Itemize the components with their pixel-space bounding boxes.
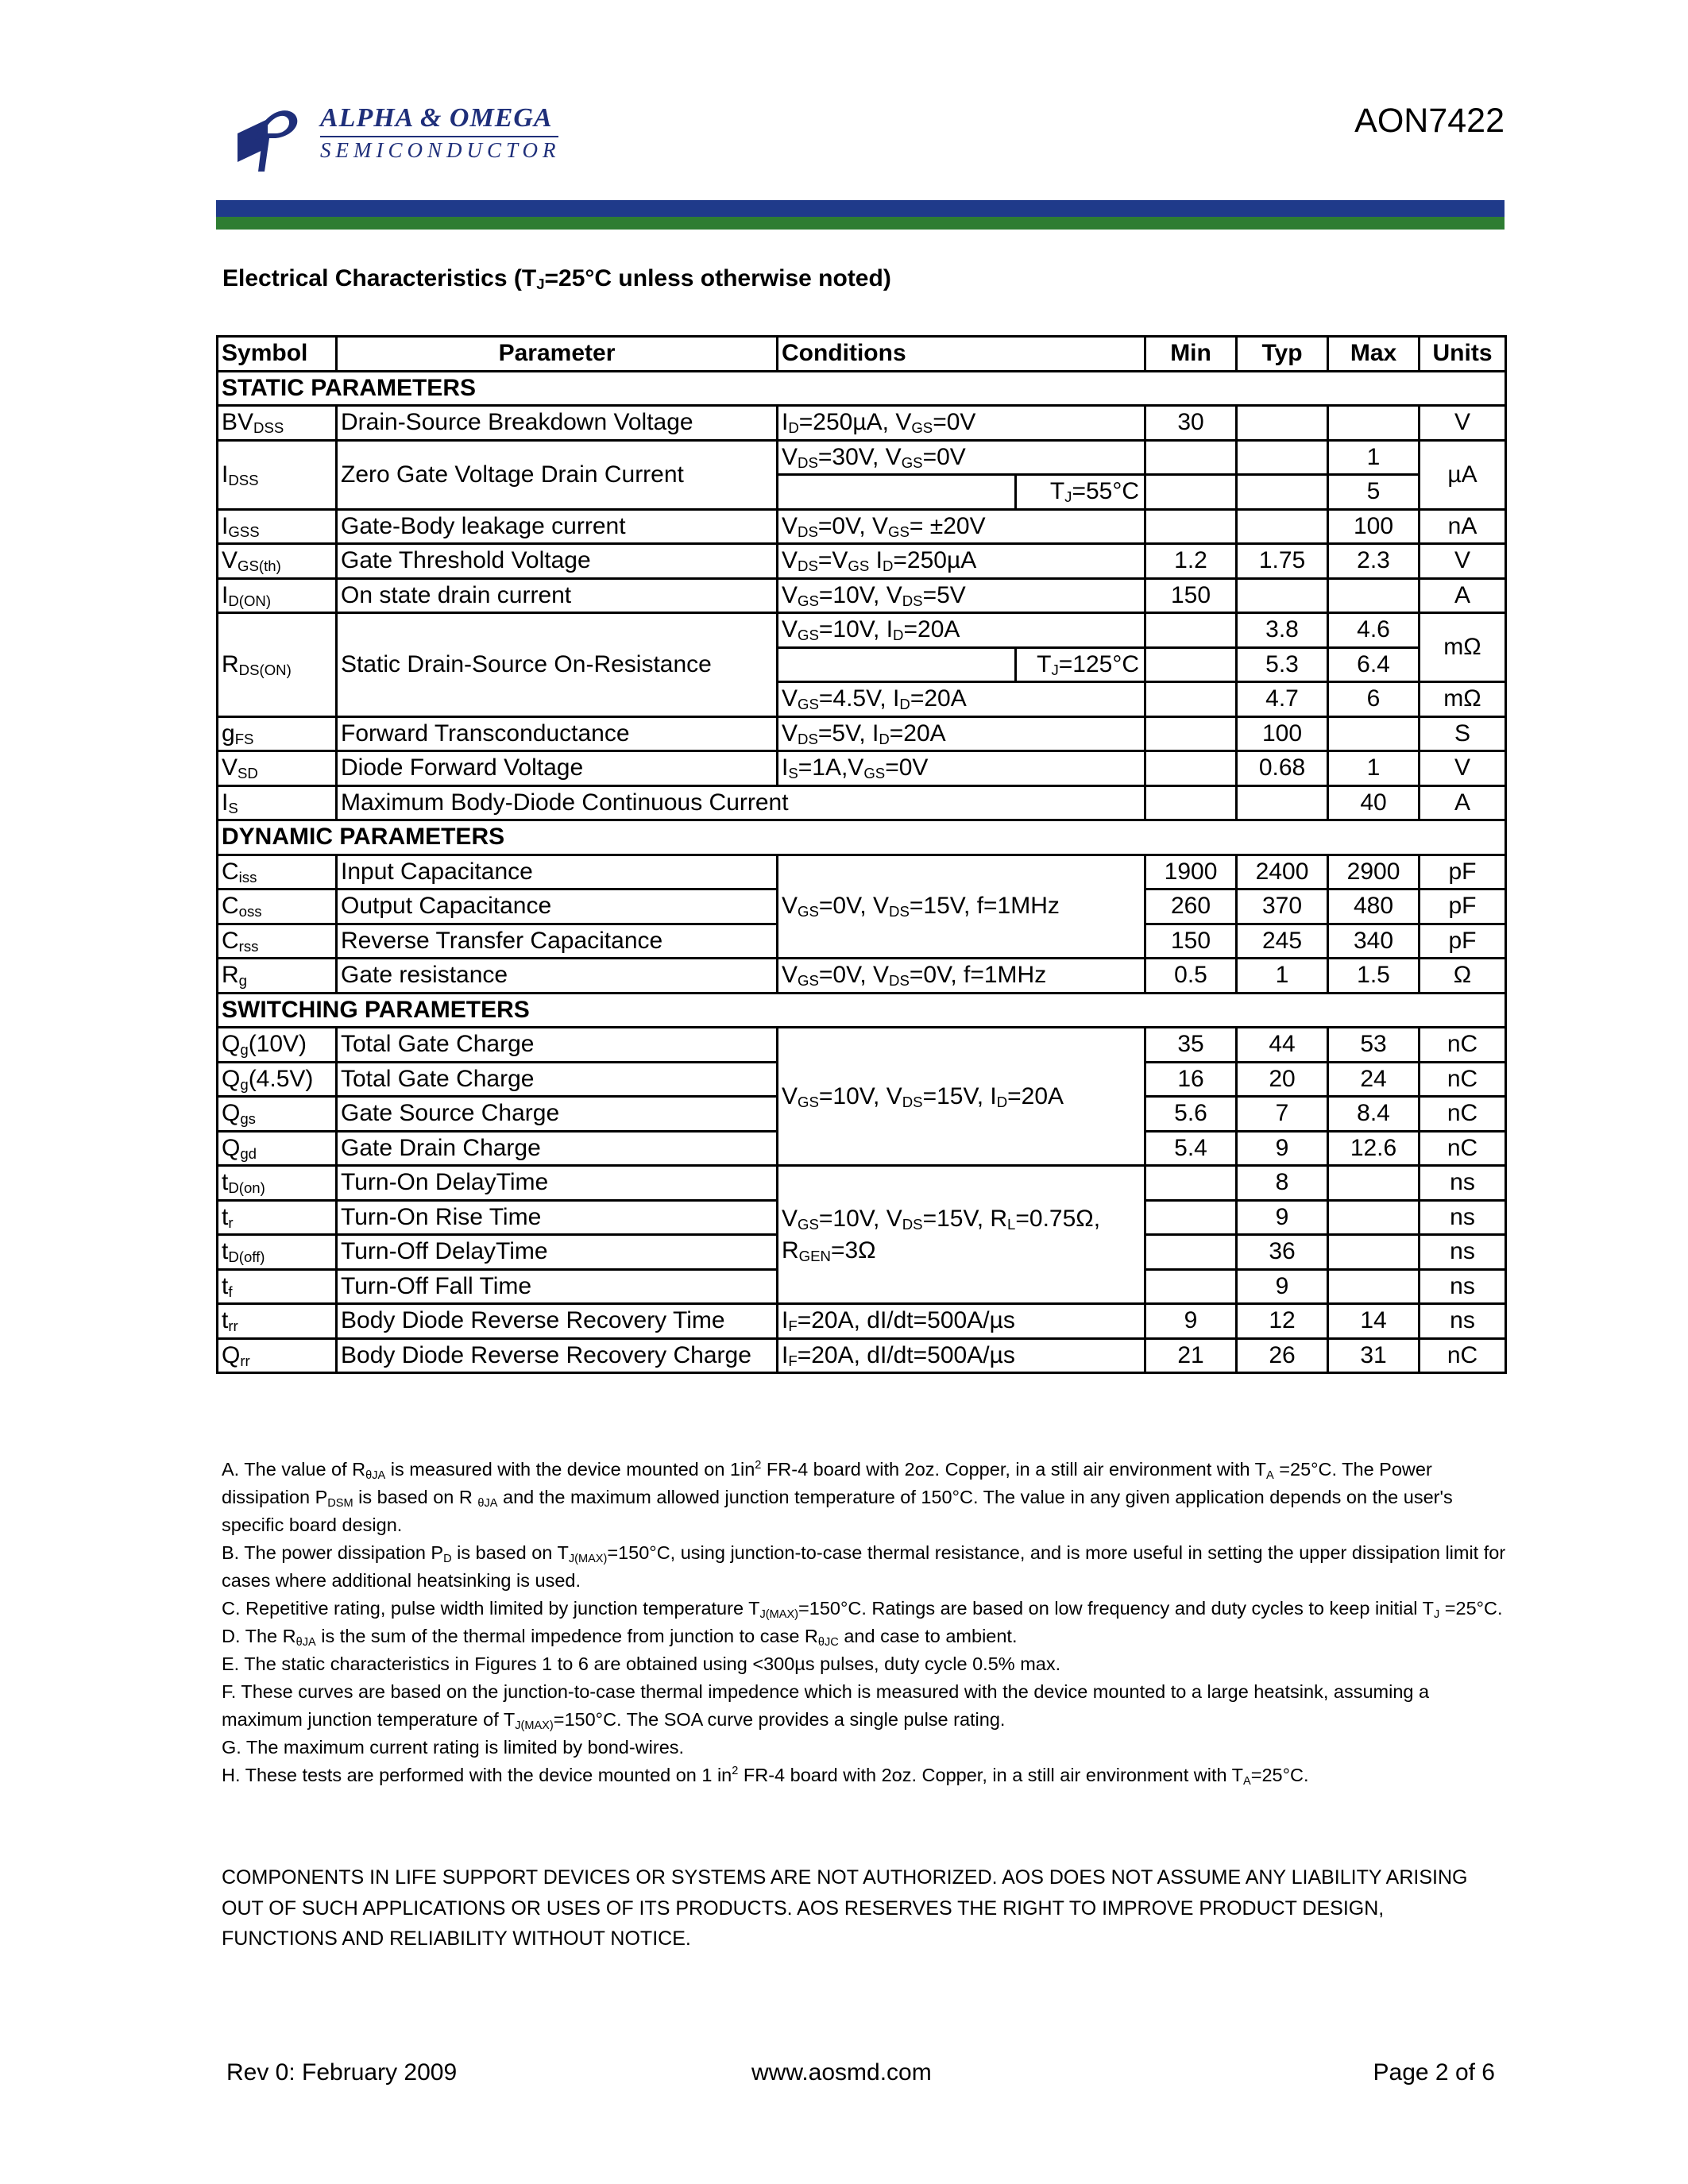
- footnote-h: H. These tests are performed with the device mounted on 1 $in^2$ FR-4 board with 2oz. Copper, in a still air environment with $T_A=25^\circ C$.: [222, 1765, 1309, 1788]
- condition-cell: $I_D=250\mu A$, $V_{GS}=0V$: [778, 406, 1145, 441]
- symbol-cell: $V_{SD}$: [218, 751, 337, 786]
- section-row-static: [218, 371, 1506, 406]
- section-row-dynamic: [218, 820, 1506, 855]
- header-typ: Typ: [1237, 337, 1328, 372]
- condition-cell: $V_{DS}=30V$, $V_{GS}=0V$: [778, 440, 1145, 475]
- disclaimer-line: FUNCTIONS AND RELIABILITY WITHOUT NOTICE.: [222, 1927, 691, 1950]
- typ-cell: 26: [1237, 1338, 1328, 1373]
- table-row: [218, 440, 1506, 475]
- max-cell: 1: [1328, 440, 1420, 475]
- aos-logo-mark-icon: [226, 102, 306, 173]
- parameter-cell: Gate-Body leakage current: [337, 509, 778, 544]
- unit-cell: A: [1420, 785, 1506, 820]
- symbol-cell: $t_{D(on)}$: [218, 1166, 337, 1201]
- company-subtitle: SEMICONDUCTOR: [320, 138, 561, 162]
- max-cell: [1328, 716, 1420, 751]
- unit-cell: ns: [1420, 1304, 1506, 1339]
- header-units: Units: [1420, 337, 1506, 372]
- table-row: [218, 751, 1506, 786]
- parameter-cell: Gate Source Charge: [337, 1097, 778, 1132]
- typ-cell: [1237, 578, 1328, 613]
- condition-cell: [778, 1166, 1145, 1304]
- symbol-cell: $Q_{gs}$: [218, 1097, 337, 1132]
- parameter-cell: Turn-Off Fall Time: [337, 1269, 778, 1304]
- switching-condition-line-1: $V_{GS}=10V$, $V_{DS}=15V$, $R_L=0.75\Omega$,: [782, 1205, 1101, 1233]
- unit-cell: V: [1420, 406, 1506, 441]
- symbol-cell: $R_g$: [218, 959, 337, 994]
- footnotes: [222, 1456, 1508, 1789]
- parameter-cell: Body Diode Reverse Recovery Time: [337, 1304, 778, 1339]
- unit-cell: ns: [1420, 1166, 1506, 1201]
- max-cell: [1328, 1235, 1420, 1270]
- condition-spacer: [778, 475, 1016, 510]
- footnote-e: E. The static characteristics in Figures 1 to 6 are obtained using <300µs pulses, duty cycle 0.5% max.: [222, 1653, 1061, 1674]
- parameter-cell: Total Gate Charge: [337, 1062, 778, 1097]
- unit-cell: nC: [1420, 1097, 1506, 1132]
- max-cell: 1: [1328, 751, 1420, 786]
- typ-cell: 9: [1237, 1200, 1328, 1235]
- typ-cell: 370: [1237, 889, 1328, 924]
- unit-cell: pF: [1420, 889, 1506, 924]
- symbol-cell: $Q_g(4.5V)$: [218, 1062, 337, 1097]
- footnote-d: D. The $R_{\theta JA}$ is the sum of the thermal impedence from junction to case $R_{\theta JC}$ and case to ambient.: [222, 1626, 1018, 1649]
- min-cell: [1145, 785, 1237, 820]
- symbol-cell: $t_r$: [218, 1200, 337, 1235]
- condition-cell: $T_J=55^\circ C$: [1016, 475, 1145, 510]
- typ-cell: 2400: [1237, 855, 1328, 889]
- max-cell: 2.3: [1328, 544, 1420, 579]
- unit-cell: ns: [1420, 1200, 1506, 1235]
- parameter-cell: Drain-Source Breakdown Voltage: [337, 406, 778, 441]
- max-cell: 40: [1328, 785, 1420, 820]
- min-cell: 30: [1145, 406, 1237, 441]
- switching-condition-line-2: $R_{GEN}=3\Omega$: [782, 1237, 876, 1264]
- symbol-cell: $g_{FS}$: [218, 716, 337, 751]
- min-cell: [1145, 1235, 1237, 1270]
- condition-cell: $V_{DS}=5V$, $I_D=20A$: [778, 716, 1145, 751]
- footer-website-link[interactable]: www.aosmd.com: [751, 2059, 932, 2086]
- max-cell: 53: [1328, 1028, 1420, 1063]
- max-cell: [1328, 1269, 1420, 1304]
- min-cell: [1145, 1166, 1237, 1201]
- min-cell: [1145, 751, 1237, 786]
- typ-cell: 5.3: [1237, 647, 1328, 682]
- max-cell: 480: [1328, 889, 1420, 924]
- typ-cell: 44: [1237, 1028, 1328, 1063]
- company-logo: [226, 102, 576, 170]
- header-band-blue: [216, 200, 1505, 217]
- unit-cell: mΩ: [1420, 682, 1506, 717]
- header-max: Max: [1328, 337, 1420, 372]
- condition-cell: $V_{DS}=V_{GS}$ $I_D=250\mu A$: [778, 544, 1145, 579]
- min-cell: 9: [1145, 1304, 1237, 1339]
- typ-cell: 7: [1237, 1097, 1328, 1132]
- section-static: STATIC PARAMETERS: [218, 371, 1506, 406]
- typ-cell: 8: [1237, 1166, 1328, 1201]
- header-conditions: Conditions: [778, 337, 1145, 372]
- condition-cell: $V_{GS}=10V$, $I_D=20A$: [778, 613, 1145, 648]
- min-cell: 5.4: [1145, 1131, 1237, 1166]
- unit-cell: nC: [1420, 1131, 1506, 1166]
- section-row-switching: [218, 993, 1506, 1028]
- table-row: [218, 1338, 1506, 1373]
- symbol-cell: $I_{DSS}$: [218, 440, 337, 509]
- symbol-cell: $V_{GS(th)}$: [218, 544, 337, 579]
- symbol-cell: $t_{D(off)}$: [218, 1235, 337, 1270]
- table-header-row: [218, 337, 1506, 372]
- typ-cell: 3.8: [1237, 613, 1328, 648]
- typ-cell: 245: [1237, 924, 1328, 959]
- condition-cell: $V_{GS}=0V$, $V_{DS}=15V$, f=1MHz: [778, 855, 1145, 959]
- table-row: [218, 959, 1506, 994]
- max-cell: 8.4: [1328, 1097, 1420, 1132]
- min-cell: [1145, 440, 1237, 475]
- condition-cell: $I_S=1A,V_{GS}=0V$: [778, 751, 1145, 786]
- footnote-c: C. Repetitive rating, pulse width limited by junction temperature $T_{J(MAX)}=150^\circ C$. Ratings are based on low frequency and duty cycles to keep initial $T_J =25^\circ C$.: [222, 1598, 1503, 1621]
- header-symbol: Symbol: [218, 337, 337, 372]
- max-cell: 24: [1328, 1062, 1420, 1097]
- typ-cell: 1: [1237, 959, 1328, 994]
- unit-cell: ns: [1420, 1235, 1506, 1270]
- parameter-cell: Zero Gate Voltage Drain Current: [337, 440, 778, 509]
- table-row: [218, 1166, 1506, 1201]
- condition-cell: $I_F=20A$, dI/dt=500A/µs: [778, 1338, 1145, 1373]
- footer-revision: Rev 0: February 2009: [226, 2059, 458, 2086]
- max-cell: [1328, 1200, 1420, 1235]
- max-cell: 5: [1328, 475, 1420, 510]
- table-row: [218, 1304, 1506, 1339]
- min-cell: [1145, 716, 1237, 751]
- symbol-cell: $t_{rr}$: [218, 1304, 337, 1339]
- parameter-cell: Turn-On Rise Time: [337, 1200, 778, 1235]
- footer-page-number: Page 2 of 6: [1373, 2059, 1495, 2086]
- symbol-cell: $R_{DS(ON)}$: [218, 613, 337, 717]
- parameter-cell: Turn-Off DelayTime: [337, 1235, 778, 1270]
- unit-cell: V: [1420, 544, 1506, 579]
- unit-cell: pF: [1420, 924, 1506, 959]
- typ-cell: [1237, 509, 1328, 544]
- min-cell: [1145, 1200, 1237, 1235]
- table-row: [218, 613, 1506, 648]
- max-cell: 1.5: [1328, 959, 1420, 994]
- company-name: ALPHA & OMEGA: [320, 103, 553, 133]
- unit-cell: S: [1420, 716, 1506, 751]
- typ-cell: 9: [1237, 1269, 1328, 1304]
- electrical-characteristics-table: [216, 335, 1507, 1374]
- symbol-cell: $C_{rss}$: [218, 924, 337, 959]
- parameter-cell: Gate Drain Charge: [337, 1131, 778, 1166]
- max-cell: [1328, 406, 1420, 441]
- section-dynamic: DYNAMIC PARAMETERS: [218, 820, 1506, 855]
- condition-cell: $V_{GS}=4.5V$, $I_D=20A$: [778, 682, 1145, 717]
- symbol-cell: $Q_{rr}$: [218, 1338, 337, 1373]
- table-row: [218, 406, 1506, 441]
- typ-cell: 4.7: [1237, 682, 1328, 717]
- header-min: Min: [1145, 337, 1237, 372]
- symbol-cell: $I_{D(ON)}$: [218, 578, 337, 613]
- condition-cell: $I_F=20A$, dI/dt=500A/µs: [778, 1304, 1145, 1339]
- symbol-cell: $BV_{DSS}$: [218, 406, 337, 441]
- max-cell: 6: [1328, 682, 1420, 717]
- parameter-cell: Maximum Body-Diode Continuous Current: [337, 785, 1145, 820]
- unit-cell: nA: [1420, 509, 1506, 544]
- parameter-cell: Reverse Transfer Capacitance: [337, 924, 778, 959]
- table-row: [218, 785, 1506, 820]
- disclaimer-line: COMPONENTS IN LIFE SUPPORT DEVICES OR SYSTEMS ARE NOT AUTHORIZED. AOS DOES NOT ASSUME ANY LIABILITY ARISING: [222, 1866, 1468, 1889]
- min-cell: 5.6: [1145, 1097, 1237, 1132]
- symbol-cell: $Q_g(10V)$: [218, 1028, 337, 1063]
- unit-cell: nC: [1420, 1062, 1506, 1097]
- parameter-cell: Gate Threshold Voltage: [337, 544, 778, 579]
- table-row: [218, 1028, 1506, 1063]
- condition-cell: $V_{GS}=0V$, $V_{DS}=0V$, f=1MHz: [778, 959, 1145, 994]
- parameter-cell: On state drain current: [337, 578, 778, 613]
- part-number: AON7422: [1354, 102, 1505, 140]
- parameter-cell: Total Gate Charge: [337, 1028, 778, 1063]
- typ-cell: 1.75: [1237, 544, 1328, 579]
- section-title: Electrical Characteristics ($T_J=25^\circ C$ unless otherwise noted): [222, 265, 891, 292]
- max-cell: 4.6: [1328, 613, 1420, 648]
- unit-cell: ns: [1420, 1269, 1506, 1304]
- condition-spacer: [778, 647, 1016, 682]
- symbol-cell: $Q_{gd}$: [218, 1131, 337, 1166]
- legal-disclaimer: [222, 1862, 1524, 1954]
- max-cell: 2900: [1328, 855, 1420, 889]
- parameter-cell: Input Capacitance: [337, 855, 778, 889]
- max-cell: 100: [1328, 509, 1420, 544]
- max-cell: 12.6: [1328, 1131, 1420, 1166]
- min-cell: [1145, 475, 1237, 510]
- typ-cell: 36: [1237, 1235, 1328, 1270]
- logo-rule: [320, 136, 558, 137]
- min-cell: 150: [1145, 924, 1237, 959]
- symbol-cell: $I_{GSS}$: [218, 509, 337, 544]
- max-cell: 14: [1328, 1304, 1420, 1339]
- max-cell: [1328, 578, 1420, 613]
- parameter-cell: Forward Transconductance: [337, 716, 778, 751]
- unit-cell: pF: [1420, 855, 1506, 889]
- table-row: [218, 544, 1506, 579]
- condition-cell: $T_J=125^\circ C$: [1016, 647, 1145, 682]
- min-cell: [1145, 647, 1237, 682]
- footnote-b: B. The power dissipation $P_D$ is based on $T_{J(MAX)}=150^\circ C$, using junction-to-case thermal resistance, and is more useful in setting the upper dissipation limit for cases where additional heatsinking is used.: [222, 1542, 1506, 1591]
- max-cell: [1328, 1166, 1420, 1201]
- symbol-cell: $I_S$: [218, 785, 337, 820]
- typ-cell: 12: [1237, 1304, 1328, 1339]
- min-cell: [1145, 509, 1237, 544]
- unit-cell: Ω: [1420, 959, 1506, 994]
- parameter-cell: Static Drain-Source On-Resistance: [337, 613, 778, 717]
- min-cell: [1145, 613, 1237, 648]
- unit-cell: nC: [1420, 1338, 1506, 1373]
- min-cell: 21: [1145, 1338, 1237, 1373]
- condition-cell: $V_{DS}=0V$, $V_{GS}= \pm 20V$: [778, 509, 1145, 544]
- max-cell: 340: [1328, 924, 1420, 959]
- disclaimer-line: OUT OF SUCH APPLICATIONS OR USES OF ITS PRODUCTS. AOS RESERVES THE RIGHT TO IMPROVE PRODUCT DESIGN,: [222, 1897, 1385, 1920]
- min-cell: 150: [1145, 578, 1237, 613]
- max-cell: 6.4: [1328, 647, 1420, 682]
- table-row: [218, 509, 1506, 544]
- header-parameter: Parameter: [337, 337, 778, 372]
- header-band-green: [216, 217, 1505, 230]
- typ-cell: 20: [1237, 1062, 1328, 1097]
- unit-cell: V: [1420, 751, 1506, 786]
- min-cell: 1.2: [1145, 544, 1237, 579]
- unit-cell: mΩ: [1420, 613, 1506, 682]
- min-cell: [1145, 1269, 1237, 1304]
- symbol-cell: $t_f$: [218, 1269, 337, 1304]
- min-cell: 260: [1145, 889, 1237, 924]
- condition-cell: $V_{GS}=10V$, $V_{DS}=5V$: [778, 578, 1145, 613]
- typ-cell: [1237, 440, 1328, 475]
- footnote-f: F. These curves are based on the junction-to-case thermal impedence which is measured with the device mounted to a large heatsink, assuming a maximum junction temperature of $T_{J(MAX)}=150^\circ C$. The SOA curve provides a single pulse rating.: [222, 1681, 1430, 1732]
- min-cell: 1900: [1145, 855, 1237, 889]
- footnote-g: G. The maximum current rating is limited by bond-wires.: [222, 1737, 685, 1758]
- parameter-cell: Gate resistance: [337, 959, 778, 994]
- typ-cell: [1237, 475, 1328, 510]
- unit-cell: A: [1420, 578, 1506, 613]
- unit-cell: µA: [1420, 440, 1506, 509]
- min-cell: 35: [1145, 1028, 1237, 1063]
- parameter-cell: Body Diode Reverse Recovery Charge: [337, 1338, 778, 1373]
- table-row: [218, 578, 1506, 613]
- symbol-cell: $C_{oss}$: [218, 889, 337, 924]
- min-cell: 0.5: [1145, 959, 1237, 994]
- footnote-a: A. The value of $R_{\theta JA}$ is measured with the device mounted on $1in^2$ FR-4 board with 2oz. Copper, in a still air environment with $T_A =25^\circ C$. The Power dissipation $P_{DSM}$ is based on R $_{\theta JA}$ and the maximum allowed junction temperature of 150°C. The value in any given application depends on the user's specific board design.: [222, 1459, 1453, 1535]
- table-row: [218, 716, 1506, 751]
- parameter-cell: Output Capacitance: [337, 889, 778, 924]
- typ-cell: 9: [1237, 1131, 1328, 1166]
- condition-cell: $V_{GS}=10V$, $V_{DS}=15V$, $I_D=20A$: [778, 1028, 1145, 1166]
- typ-cell: 0.68: [1237, 751, 1328, 786]
- unit-cell: nC: [1420, 1028, 1506, 1063]
- parameter-cell: Turn-On DelayTime: [337, 1166, 778, 1201]
- typ-cell: 100: [1237, 716, 1328, 751]
- typ-cell: [1237, 406, 1328, 441]
- typ-cell: [1237, 785, 1328, 820]
- min-cell: 16: [1145, 1062, 1237, 1097]
- parameter-cell: Diode Forward Voltage: [337, 751, 778, 786]
- max-cell: 31: [1328, 1338, 1420, 1373]
- table-row: [218, 855, 1506, 889]
- min-cell: [1145, 682, 1237, 717]
- section-switching: SWITCHING PARAMETERS: [218, 993, 1506, 1028]
- symbol-cell: $C_{iss}$: [218, 855, 337, 889]
